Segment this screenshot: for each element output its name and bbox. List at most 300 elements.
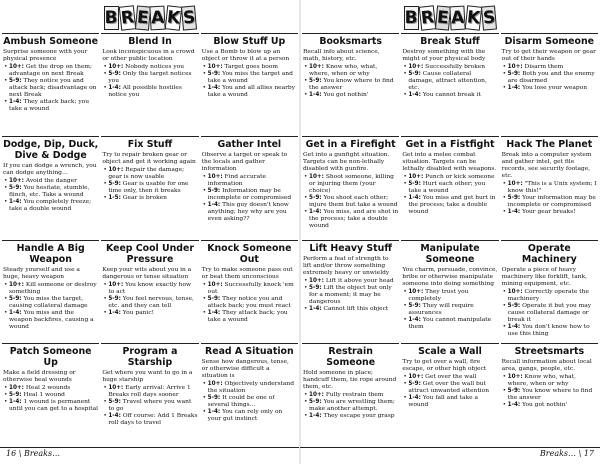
- roll-range: 5-9:: [507, 195, 521, 202]
- break-card-ambush-someone: [2, 33, 99, 134]
- card-intro: Observe a target or speak to the locals and gather information: [201, 152, 288, 173]
- logo-letter: A: [150, 6, 166, 31]
- outcome-list: [502, 181, 597, 216]
- outcome-text: Only the target notices you: [108, 71, 192, 84]
- roll-range: 1-4:: [207, 408, 221, 415]
- break-card-gather-intel: [201, 136, 298, 237]
- outcome-list: [102, 282, 197, 317]
- outcome-text: You panic!: [122, 309, 154, 316]
- card-intro: Destroy something with the might of your physical body: [402, 49, 486, 62]
- roll-range: 5-9:: [507, 302, 521, 309]
- outcome-text: They notice you and attack back; you must react: [207, 295, 291, 309]
- logo-letter: S: [181, 5, 197, 30]
- outcome-text: You feel nervous, tense, etc. and they can tell: [108, 295, 194, 309]
- outcome-text: They attack back; you take a wound: [207, 309, 288, 323]
- outcome-item: [202, 64, 297, 71]
- roll-range: 10+:: [507, 288, 523, 295]
- outcome-list: [102, 385, 197, 427]
- roll-range: 10+:: [309, 64, 324, 70]
- card-intro: Make a field dressing or otherwise heal wounds: [3, 369, 76, 383]
- outcome-item: [202, 188, 297, 202]
- page-footer: Breaks… \ 17: [300, 447, 600, 461]
- card-title: Booksmarts: [319, 36, 382, 47]
- roll-range: 10+:: [9, 384, 24, 391]
- outcome-text: "This is a Unix system; I know this!": [507, 181, 597, 195]
- outcome-item: [303, 285, 398, 306]
- outcome-item: [502, 374, 597, 388]
- card-intro: Try to make someone pass out or beat them unconscious: [201, 266, 293, 280]
- break-card-disarm-someone: [501, 33, 598, 134]
- card-title: Handle A Big Weapon: [16, 242, 85, 265]
- break-card-knock-someone-out: [201, 240, 298, 341]
- breaks-logo: [104, 3, 197, 33]
- roll-range: 1-5:: [108, 195, 121, 202]
- outcome-list: [502, 374, 597, 409]
- roll-range: 10+:: [108, 64, 124, 70]
- break-card-fix-stuff: [101, 136, 198, 237]
- outcome-list: [402, 174, 497, 216]
- outcome-text: Find accurate information: [207, 174, 266, 188]
- logo-letter: K: [465, 5, 482, 30]
- break-card-dodge-dip-duck-dive-dodge: [2, 136, 99, 237]
- card-title: Patch Someone Up: [9, 345, 92, 368]
- card-title: Get in a Firefight: [305, 139, 396, 151]
- roll-range: 10+:: [207, 174, 223, 181]
- roll-range: 5-9:: [507, 71, 521, 77]
- break-card-handle-a-big-weapon: [2, 240, 99, 341]
- logo-letter: E: [435, 5, 451, 30]
- outcome-text: They trust you completely: [408, 288, 469, 302]
- card-title: Get in a Fistfight: [405, 139, 495, 151]
- break-card-hack-the-planet: [501, 136, 598, 237]
- roll-range: 1-4:: [108, 309, 121, 316]
- outcome-item: [303, 413, 398, 420]
- outcome-item: [102, 64, 197, 71]
- break-card-scale-a-wall: [401, 343, 498, 444]
- outcome-item: [303, 92, 398, 99]
- outcome-item: [502, 388, 597, 402]
- outcome-text: You miss the target, causing collateral damage: [9, 295, 88, 309]
- outcome-item: [402, 395, 497, 409]
- outcome-text: You got nothin': [323, 92, 369, 98]
- roll-range: 5-9:: [9, 391, 22, 398]
- roll-range: 5-9:: [309, 78, 322, 84]
- outcome-item: [102, 413, 197, 427]
- roll-range: 10+:: [408, 373, 424, 380]
- card-intro: Try to repair broken gear or object and get it working again: [102, 152, 196, 166]
- card-intro: Break into a computer system and gather intel, get file records, see security footage, etc.: [501, 152, 592, 180]
- outcome-text: Cannot lift this object: [323, 305, 389, 312]
- outcome-text: Your information may be incomplete or compromised: [507, 195, 596, 209]
- logo-letter: R: [118, 5, 135, 30]
- card-intro: Recall information about local area, gangs, people, etc.: [501, 358, 592, 372]
- card-intro: Try to get over a wall, fire escape, or other high object: [402, 358, 487, 372]
- break-card-keep-cool-under-pressure: [101, 240, 198, 341]
- outcome-item: [402, 64, 497, 71]
- roll-range: 5-9:: [9, 185, 22, 192]
- outcome-item: [3, 199, 98, 213]
- outcome-list: [303, 392, 398, 420]
- outcome-text: Know who, what, where, when or why: [507, 373, 576, 387]
- outcome-text: Successfully knock 'em out: [207, 281, 294, 295]
- roll-range: 1-4:: [309, 92, 322, 98]
- roll-range: 10+:: [207, 380, 223, 387]
- outcome-item: [402, 71, 497, 92]
- outcome-text: You miss and get hurt in the process; take a double wound: [408, 195, 496, 216]
- outcome-item: [202, 174, 297, 188]
- break-card-read-a-situation: [201, 343, 298, 444]
- outcome-item: [3, 296, 98, 310]
- roll-range: 5-9:: [108, 295, 121, 302]
- outcome-list: [3, 178, 98, 213]
- outcome-text: Nobody notices you: [125, 64, 185, 70]
- card-title: Manipulate Someone: [420, 242, 480, 265]
- logo-letter: B: [104, 8, 118, 28]
- outcome-item: [102, 399, 197, 413]
- outcome-text: Heal 2 wounds: [25, 384, 71, 391]
- outcome-item: [502, 324, 597, 338]
- outcome-item: [303, 392, 398, 399]
- outcome-list: [202, 381, 297, 423]
- outcome-item: [3, 282, 98, 296]
- outcome-item: [3, 310, 98, 331]
- break-card-get-in-a-firefight: [302, 136, 399, 237]
- outcome-text: Disarm them: [524, 64, 564, 70]
- outcome-list: [3, 64, 98, 113]
- logo-letter: B: [404, 8, 418, 28]
- outcome-list: [202, 174, 297, 223]
- breaks-logo: [404, 3, 497, 33]
- outcome-text: You hesitate, stumble, flinch, etc. Take a wound: [9, 185, 90, 199]
- outcome-item: [202, 282, 297, 296]
- outcome-text: Hurt each other; you take a wound: [408, 181, 486, 195]
- card-title: Ambush Someone: [3, 36, 99, 47]
- outcome-text: Your gear breaks!: [522, 209, 576, 216]
- roll-range: 1-4:: [507, 85, 521, 91]
- outcome-item: [502, 303, 597, 324]
- break-card-program-a-starship: [101, 343, 198, 444]
- logo-letter: S: [481, 5, 497, 30]
- outcome-item: [502, 289, 597, 303]
- outcome-item: [202, 85, 297, 99]
- roll-range: 1-4:: [9, 199, 22, 206]
- outcome-text: You miss and the weapon backfires, causing a wound: [9, 309, 94, 330]
- roll-range: 1-4:: [207, 85, 221, 91]
- outcome-list: [3, 385, 98, 413]
- roll-range: 5-9:: [408, 302, 421, 309]
- outcome-item: [3, 399, 98, 413]
- outcome-list: [102, 167, 197, 202]
- roll-range: 10+:: [9, 281, 24, 288]
- card-intro: Use a Bomb to blow up an object or throw it at a person: [201, 49, 290, 62]
- outcome-list: [402, 289, 497, 331]
- roll-range: 10+:: [108, 384, 124, 391]
- card-title: Streetsmarts: [514, 345, 585, 357]
- outcome-text: You miss the target and take a wound: [207, 71, 293, 84]
- outcome-text: Gear is usable for one time only, then it breaks: [108, 181, 189, 195]
- outcome-text: Early arrival: Arrive 1 Breaks roll days sooner: [108, 384, 191, 398]
- roll-range: 5-9:: [207, 394, 221, 401]
- outcome-text: You are wrestling them; make another attempt.: [309, 398, 395, 412]
- outcome-text: You cannot break it: [422, 92, 481, 98]
- outcome-text: Punch or kick someone: [425, 174, 495, 181]
- card-intro: Get into a melee combat situation. Targets can be lethally disabled with weapons.: [402, 152, 497, 173]
- outcome-item: [102, 181, 197, 195]
- outcome-text: Fully restrain them: [325, 391, 384, 398]
- card-intro: Steady yourself and use a huge, heavy weapon: [3, 266, 80, 280]
- break-card-break-stuff: [401, 33, 498, 134]
- outcome-item: [303, 78, 398, 92]
- roll-range: 1-4:: [507, 209, 521, 216]
- outcome-text: Objectively understand the situation: [207, 380, 294, 394]
- roll-range: 5-9:: [207, 295, 221, 302]
- roll-range: 1-4:: [207, 202, 221, 209]
- card-intro: You charm, persuade, convince, bribe or otherwise manipulate someone into doing something: [402, 266, 498, 287]
- outcome-item: [303, 399, 398, 413]
- roll-range: 1-4:: [9, 398, 22, 405]
- card-title: Blend In: [128, 36, 172, 47]
- outcome-item: [402, 381, 497, 395]
- card-title: Operate Machinery: [521, 242, 577, 265]
- card-title: Disarm Someone: [504, 36, 594, 47]
- roll-range: 5-9:: [108, 181, 121, 188]
- outcome-text: Heal 1 wound: [23, 391, 65, 398]
- logo-letter: K: [165, 5, 182, 30]
- card-title: Keep Cool Under Pressure: [105, 242, 194, 265]
- outcome-text: Lift it above your head: [325, 277, 394, 284]
- outcome-list: [402, 64, 497, 99]
- outcome-item: [402, 374, 497, 381]
- card-title: Blow Stuff Up: [213, 36, 286, 47]
- outcome-text: Know who, what, where, when or why: [309, 64, 378, 77]
- outcome-item: [102, 310, 197, 317]
- outcome-list: [502, 289, 597, 338]
- breaks-grid: [2, 33, 298, 444]
- outcome-item: [202, 395, 297, 409]
- outcome-text: It could be one of several things…: [207, 394, 275, 408]
- outcome-text: You know where to find the answer: [309, 78, 394, 91]
- outcome-item: [502, 71, 597, 85]
- outcome-list: [402, 374, 497, 409]
- outcome-item: [202, 409, 297, 423]
- card-intro: Surprise someone with your physical presence: [3, 49, 88, 62]
- page-footer: 16 \ Breaks…: [0, 447, 300, 461]
- outcome-item: [202, 71, 297, 85]
- card-intro: Try to get their weapon or gear out of their hands: [501, 49, 596, 62]
- outcome-text: Get over the wall but attract unwanted attention: [408, 380, 489, 394]
- outcome-item: [202, 310, 297, 324]
- card-title: Gather Intel: [217, 139, 282, 151]
- outcome-text: They escape your grasp: [323, 412, 395, 419]
- roll-range: 1-4:: [108, 412, 121, 419]
- outcome-item: [102, 385, 197, 399]
- outcome-text: All possible hostiles notice you: [108, 85, 182, 98]
- outcome-text: They will require assurances: [408, 302, 474, 316]
- roll-range: 1-4:: [507, 401, 521, 408]
- break-card-streetsmarts: [501, 343, 598, 444]
- outcome-item: [502, 209, 597, 216]
- roll-range: 10+:: [108, 281, 124, 288]
- card-title: Lift Heavy Stuff: [309, 242, 392, 254]
- roll-range: 10+:: [9, 178, 24, 185]
- outcome-text: Gear is broken: [122, 195, 167, 202]
- outcome-item: [402, 303, 497, 317]
- roll-range: 5-9:: [207, 188, 221, 195]
- outcome-text: They attack back; you take a wound: [9, 99, 90, 112]
- card-intro: Perform a feat of strength to lift and/or throw something extremely heavy or unwieldy: [303, 255, 390, 276]
- outcome-text: Off course: Add 1 Breaks roll days to travel: [108, 412, 198, 426]
- outcome-text: You don't know how to use this thing: [507, 323, 590, 337]
- outcome-item: [402, 195, 497, 216]
- outcome-text: This guy doesn't know anything; hey why are you even asking??: [207, 202, 289, 223]
- outcome-text: You got nothin': [522, 401, 568, 408]
- break-card-blow-stuff-up: [201, 33, 298, 134]
- outcome-list: [102, 64, 197, 99]
- card-intro: Look inconspicuous in a crowd or other public location: [102, 49, 195, 62]
- roll-range: 1-4:: [108, 85, 121, 91]
- card-intro: Hold someone in place; handcuff them, tie rope around them, etc.: [303, 369, 397, 390]
- roll-range: 1-4:: [309, 305, 322, 312]
- roll-range: 1-4:: [9, 99, 22, 105]
- roll-range: 10+:: [408, 288, 424, 295]
- card-intro: Operate a piece of heavy machinery like forklift, tank, mining equipment, etc.: [501, 266, 588, 287]
- break-card-patch-someone-up: [2, 343, 99, 444]
- roll-range: 10+:: [207, 281, 223, 288]
- outcome-text: Information may be incomplete or compromised: [207, 188, 292, 202]
- outcome-item: [102, 85, 197, 99]
- outcome-text: You completely freeze; take a double wound: [9, 199, 92, 213]
- outcome-text: Travel where you want to go: [108, 398, 192, 412]
- card-title: Fix Stuff: [127, 139, 173, 151]
- roll-range: 10+:: [309, 277, 324, 284]
- outcome-text: Avoid the danger: [25, 178, 77, 185]
- outcome-text: You know where to find the answer: [507, 387, 593, 401]
- roll-range: 5-9:: [408, 380, 421, 387]
- outcome-item: [303, 64, 398, 78]
- right-page: [300, 0, 600, 464]
- roll-range: 10+:: [9, 64, 24, 70]
- card-title: Scale a Wall: [418, 345, 482, 357]
- outcome-text: Target goes boom: [224, 64, 278, 70]
- roll-range: 1-4:: [309, 209, 322, 216]
- roll-range: 1-4:: [408, 195, 421, 202]
- outcome-text: Cause collateral damage, attract attention, etc.: [408, 71, 487, 91]
- card-title: Knock Someone Out: [207, 242, 292, 265]
- outcome-text: Successfully broken: [425, 64, 486, 70]
- outcome-text: 1 wound is permanent until you can get to a hospital: [9, 398, 99, 412]
- outcome-list: [3, 282, 98, 331]
- outcome-text: You shoot each other; injure them but take a wound: [309, 195, 398, 209]
- outcome-item: [303, 195, 398, 209]
- roll-range: 1-4:: [408, 316, 421, 323]
- break-card-booksmarts: [302, 33, 399, 134]
- roll-range: 1-4:: [9, 309, 22, 316]
- outcome-text: Kill someone or destroy something: [9, 281, 97, 295]
- outcome-list: [202, 64, 297, 99]
- roll-range: 10+:: [309, 391, 324, 398]
- outcome-text: Get over the wall: [425, 373, 477, 380]
- outcome-text: They notice you and attack back; disadvantage on next Break: [9, 78, 97, 98]
- roll-range: 5-9:: [207, 71, 221, 77]
- outcome-item: [3, 78, 98, 99]
- outcome-text: Correctly operate the machinery: [507, 288, 589, 302]
- outcome-item: [102, 296, 197, 310]
- roll-range: 1-4:: [207, 309, 221, 316]
- roll-range: 5-9:: [309, 284, 322, 291]
- outcome-item: [3, 178, 98, 185]
- outcome-text: You know exactly how to act: [108, 281, 192, 295]
- roll-range: 10+:: [507, 64, 523, 70]
- outcome-text: You cannot manipulate them: [408, 316, 492, 330]
- card-intro: Recall info about science, math, history, etc.: [303, 49, 380, 62]
- outcome-text: Shoot someone, killing or injuring them (your choice): [309, 174, 394, 195]
- outcome-list: [202, 282, 297, 324]
- logo-letter: R: [418, 5, 435, 30]
- card-intro: If you can dodge a wrench, you can dodge anything…: [3, 163, 97, 177]
- outcome-text: Repair the damage; gear is now usable: [108, 167, 185, 181]
- outcome-item: [502, 402, 597, 409]
- outcome-text: Get the drop on them; advantage on next Break: [9, 64, 93, 77]
- roll-range: 1-4:: [408, 92, 421, 98]
- outcome-text: You and all allies nearby take a wound: [207, 85, 296, 98]
- outcome-item: [102, 71, 197, 85]
- outcome-item: [202, 296, 297, 310]
- roll-range: 10+:: [408, 174, 424, 181]
- outcome-item: [303, 278, 398, 285]
- card-title: Hack The Planet: [506, 139, 593, 151]
- outcome-item: [303, 174, 398, 195]
- roll-range: 1-4:: [408, 394, 421, 401]
- outcome-item: [202, 202, 297, 223]
- outcome-list: [303, 174, 398, 230]
- logo-letter: E: [135, 5, 151, 30]
- outcome-item: [502, 85, 597, 92]
- outcome-item: [102, 282, 197, 296]
- roll-range: 5-9:: [9, 78, 22, 84]
- outcome-item: [502, 64, 597, 71]
- outcome-list: [303, 64, 398, 99]
- roll-range: 5-9:: [108, 398, 121, 405]
- outcome-item: [402, 174, 497, 181]
- roll-range: 10+:: [108, 167, 124, 174]
- break-card-blend-in: [101, 33, 198, 134]
- card-intro: Keep your wits about you in a dangerous or tense situation: [102, 266, 192, 280]
- break-card-operate-machinery: [501, 240, 598, 341]
- outcome-text: Lift the object but only for a moment; it may be dangerous: [309, 284, 392, 305]
- outcome-item: [3, 64, 98, 78]
- card-title: Program a Starship: [122, 345, 178, 368]
- outcome-text: You miss, and are shot in the process; take a double wound: [309, 209, 399, 230]
- card-intro: Get where you want to go in a huge starship: [102, 369, 193, 383]
- outcome-item: [102, 195, 197, 202]
- outcome-item: [502, 195, 597, 209]
- outcome-item: [402, 92, 497, 99]
- break-card-manipulate-someone: [401, 240, 498, 341]
- roll-range: 10+:: [207, 64, 223, 70]
- logo-letter: A: [450, 6, 466, 31]
- outcome-text: You fall and take a wound: [408, 394, 478, 408]
- roll-range: 1-4:: [309, 412, 322, 419]
- outcome-item: [3, 392, 98, 399]
- roll-range: 10+:: [507, 373, 523, 380]
- outcome-item: [502, 181, 597, 195]
- card-title: Read A Situation: [205, 345, 294, 357]
- outcome-text: You lose your weapon: [522, 85, 588, 91]
- roll-range: 5-9:: [309, 195, 322, 202]
- outcome-item: [3, 99, 98, 113]
- roll-range: 10+:: [309, 174, 324, 181]
- outcome-list: [303, 278, 398, 313]
